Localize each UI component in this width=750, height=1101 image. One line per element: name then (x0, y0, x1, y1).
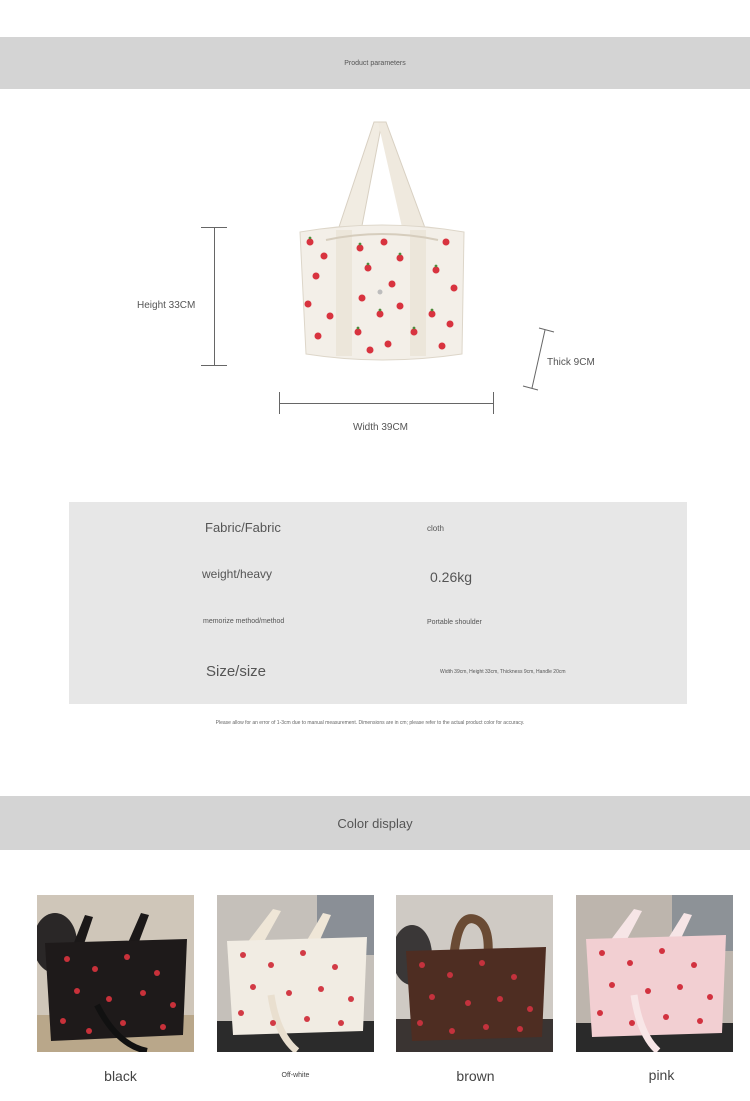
param-size-label: Size/size (206, 663, 267, 680)
height-dimension-bottom-tick (201, 365, 227, 366)
color-swatch-brown[interactable] (396, 895, 553, 1052)
product-bag-image (296, 118, 468, 368)
product-parameters-header (0, 37, 750, 89)
param-size-value: Width 39cm, Height 33cm, Thickness 9cm, Handle 20cm (440, 669, 566, 675)
color-display-title: Color display (337, 815, 413, 831)
param-method-value: Portable shoulder (427, 619, 482, 626)
product-parameters-title: Product parameters (344, 59, 406, 67)
color-display-header (0, 796, 750, 850)
param-fabric-value: cloth (427, 524, 444, 533)
param-weight-label: weight/heavy (202, 567, 273, 581)
parameter-table (69, 502, 687, 704)
color-swatch-pink[interactable] (576, 895, 733, 1052)
width-dimension-line (279, 403, 494, 404)
param-fabric-label: Fabric/Fabric (205, 520, 281, 535)
color-swatch-off-white[interactable] (217, 895, 374, 1052)
param-weight-value: 0.26kg (430, 569, 473, 585)
measurement-note: Please allow for an error of 1-3cm due to manual measurement. Dimensions are in cm; please refer to the actual product color for accuracy. (215, 720, 525, 726)
color-label-brown: brown (456, 1068, 495, 1084)
color-swatch-black[interactable] (37, 895, 194, 1052)
thick-label: Thick 9CM (547, 357, 595, 368)
width-dimension-right-tick (493, 392, 494, 414)
height-label: Height 33CM (137, 300, 196, 311)
height-dimension-line (214, 227, 215, 365)
param-method-label: memorize method/method (203, 618, 285, 625)
color-label-off-white: Off-white (281, 1072, 310, 1079)
width-label: Width 39CM (353, 422, 409, 433)
color-label-black: black (104, 1068, 137, 1084)
color-label-pink: pink (648, 1067, 675, 1083)
